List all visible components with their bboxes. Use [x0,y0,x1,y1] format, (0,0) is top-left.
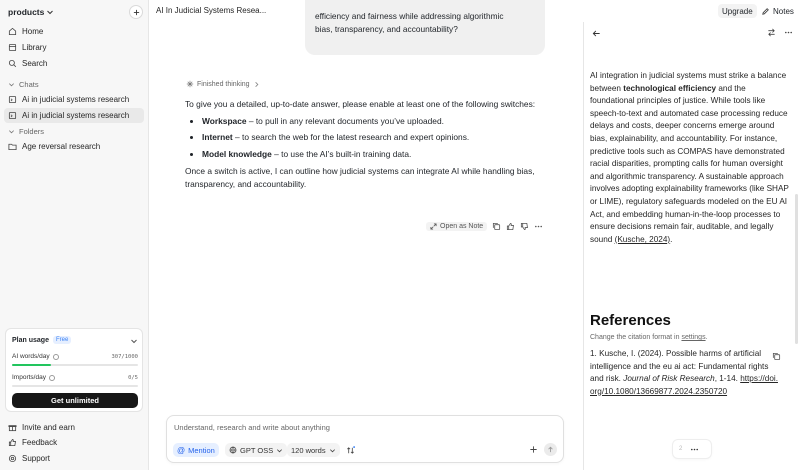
chevron-down-icon [8,81,15,88]
assistant-message [185,98,540,195]
thumbs-down-icon[interactable] [520,222,529,231]
pencil-icon [761,7,770,16]
chats-section-toggle[interactable] [8,78,39,90]
new-doc-button[interactable] [129,5,143,19]
reference-entry [590,348,778,398]
thinking-toggle[interactable] [186,80,260,88]
message-actions [426,220,543,232]
switch-desc: – to search the web for the latest research and expert opinions. [232,132,470,143]
folder-title: Age reversal research [22,142,101,151]
settings-link[interactable]: settings [681,334,706,341]
chats-header: Chats [19,79,39,89]
folder-item[interactable] [4,139,144,154]
plus-icon[interactable] [529,445,538,454]
switch-list [185,115,540,161]
info-icon [53,354,59,360]
scrollbar[interactable] [795,194,798,344]
note-pager[interactable] [673,440,711,458]
citation-format-hint [590,334,708,341]
sources-toggle[interactable] [343,443,357,457]
thinking-label: Finished thinking [197,80,250,88]
switch-desc: – to use the AI’s built-in training data. [271,148,412,159]
invite-link[interactable] [8,421,75,433]
sidebar [0,0,149,470]
expand-icon [430,223,437,230]
arrow-up-icon [547,446,554,453]
gift-icon [8,423,17,432]
folders-section-toggle[interactable] [8,125,44,137]
reference-journal: Journal of Risk Research [623,374,715,384]
plus-icon [133,9,140,16]
list-item [202,131,540,144]
thumbs-up-icon[interactable] [506,222,515,231]
support-link[interactable] [8,452,50,464]
reference-text: 1. Kusche, I. (2024). Possible harms of artificial intelligence and the eu ai act: Fundamental rights and risk. [590,349,769,384]
user-message [305,0,545,55]
model-label: GPT OSS [240,445,274,455]
workspace-name: products [8,7,45,17]
ai-words-progress-fill [12,364,51,366]
list-item [202,115,540,128]
library-icon [8,43,17,52]
user-message-line: bias, transparency, and accountability? [315,24,458,34]
nav-label: Library [22,43,47,52]
composer [166,415,564,463]
support-icon [8,454,17,463]
sort-icon [346,446,355,455]
thumbs-up-icon [8,438,17,447]
references-heading: References [590,312,671,329]
chat-title: Ai in judicial systems research [22,111,130,120]
switch-name: Model knowledge [202,148,272,159]
invite-label: Invite and earn [22,422,75,432]
back-arrow-icon[interactable] [592,29,601,38]
folders-header: Folders [19,126,45,136]
hint-text: . [705,334,708,341]
switch-name: Workspace [202,115,247,126]
length-label: 120 words [291,445,326,455]
upgrade-button[interactable]: Upgrade [718,4,757,18]
copy-icon[interactable] [492,222,501,231]
workspace-switcher[interactable] [8,6,54,18]
chevron-down-icon[interactable] [130,337,138,345]
imports-row [12,373,138,382]
nav-search[interactable] [4,56,144,71]
switch-desc: – to pull in any relevant documents you’ve uploaded. [246,115,444,126]
sparkle-icon [186,80,194,88]
note-text: and the foundational principles of justice. While tools like speech-to-text and automated case processing reduce delays and costs, deeper concerns emerge around bias, explainability, and accountability. For instance, predictive tools such as COMPAS have demonstrated racial disparities, prompting calls for human oversight and algorithmic transparency. A sustainable approach involves adopting explainability frameworks (like SHAP or LIME), regulatory safeguards modeled on the EU AI Act, and embedding human-in-the-loop processes to ensure decisions remain fair, auditable, and legally sound [590,83,789,244]
chat-icon [8,95,17,104]
open-as-note-label: Open as Note [440,222,484,230]
chevron-right-icon [253,81,260,88]
at-icon: @ [177,445,186,455]
more-icon[interactable] [534,222,543,231]
info-icon [49,375,55,381]
chevron-down-icon [46,8,54,16]
plan-header [12,336,71,344]
document-title[interactable]: AI In Judicial Systems Resea... [156,6,267,15]
notes-label: Notes [773,6,794,16]
chat-title: Ai in judicial systems research [22,95,130,104]
note-paragraph[interactable] [590,70,790,246]
nav-label: Home [22,27,44,36]
citation-link[interactable]: (Kusche, 2024) [614,234,671,244]
hint-text: Change the citation format in [590,334,682,341]
note-bold: technological efficiency [623,83,717,93]
prompt-input[interactable] [174,423,554,432]
feedback-link[interactable] [8,436,57,448]
list-item [202,148,540,161]
chat-item-active[interactable] [4,108,144,123]
chat-icon [8,111,17,120]
switch-name: Internet [202,132,233,143]
imports-value: 0/5 [128,374,138,381]
plan-usage-card [5,328,143,412]
note-panel [583,22,800,470]
send-button[interactable] [544,443,557,456]
plan-title: Plan usage [12,336,49,344]
search-icon [8,59,17,68]
home-icon [8,27,17,36]
notes-button[interactable] [758,4,797,18]
imports-label: Imports/day [12,374,46,381]
note-text: AI integration in judicial systems must strike a balance between [590,71,787,93]
globe-icon [229,446,237,454]
ai-words-label: AI words/day [12,353,50,360]
mention-button[interactable] [173,443,219,457]
nav-label: Search [22,59,48,68]
open-as-note-button[interactable] [426,222,487,231]
nav-library[interactable] [4,40,144,55]
reference-doi-link[interactable]: https://doi.org/10.1080/13669877.2024.2350720 [590,374,778,396]
feedback-label: Feedback [22,437,58,447]
reference-text: , 1-14. [714,374,738,384]
swap-icon[interactable] [767,28,776,37]
user-message-line: efficiency and fairness while addressing algorithmic [315,11,504,21]
mention-label: Mention [188,445,215,455]
nav-home[interactable] [4,24,144,39]
folder-icon [8,142,17,151]
ai-words-row [12,352,138,361]
get-unlimited-button[interactable]: Get unlimited [12,393,138,408]
length-selector[interactable] [287,443,340,457]
ai-words-progress [12,364,138,366]
chevron-down-icon [8,128,15,135]
page-number: 2 [679,446,683,452]
answer-intro: To give you a detailed, up-to-date answer, please enable at least one of the following switches: [185,99,536,109]
chat-item[interactable] [4,92,144,107]
chevron-down-icon [329,447,336,454]
imports-progress [12,385,138,387]
chevron-down-icon [276,447,283,454]
ai-words-value: 307/1000 [111,353,138,360]
copy-icon[interactable] [772,352,781,361]
more-icon[interactable] [784,28,793,37]
more-icon[interactable] [690,445,699,454]
answer-outro: Once a switch is active, I can outline how judicial systems can integrate AI while handling bias, transparency, and accountability. [185,166,535,189]
support-label: Support [22,453,51,463]
model-selector[interactable] [225,443,287,457]
plan-badge: Free [53,336,71,344]
note-text: . [670,234,673,244]
